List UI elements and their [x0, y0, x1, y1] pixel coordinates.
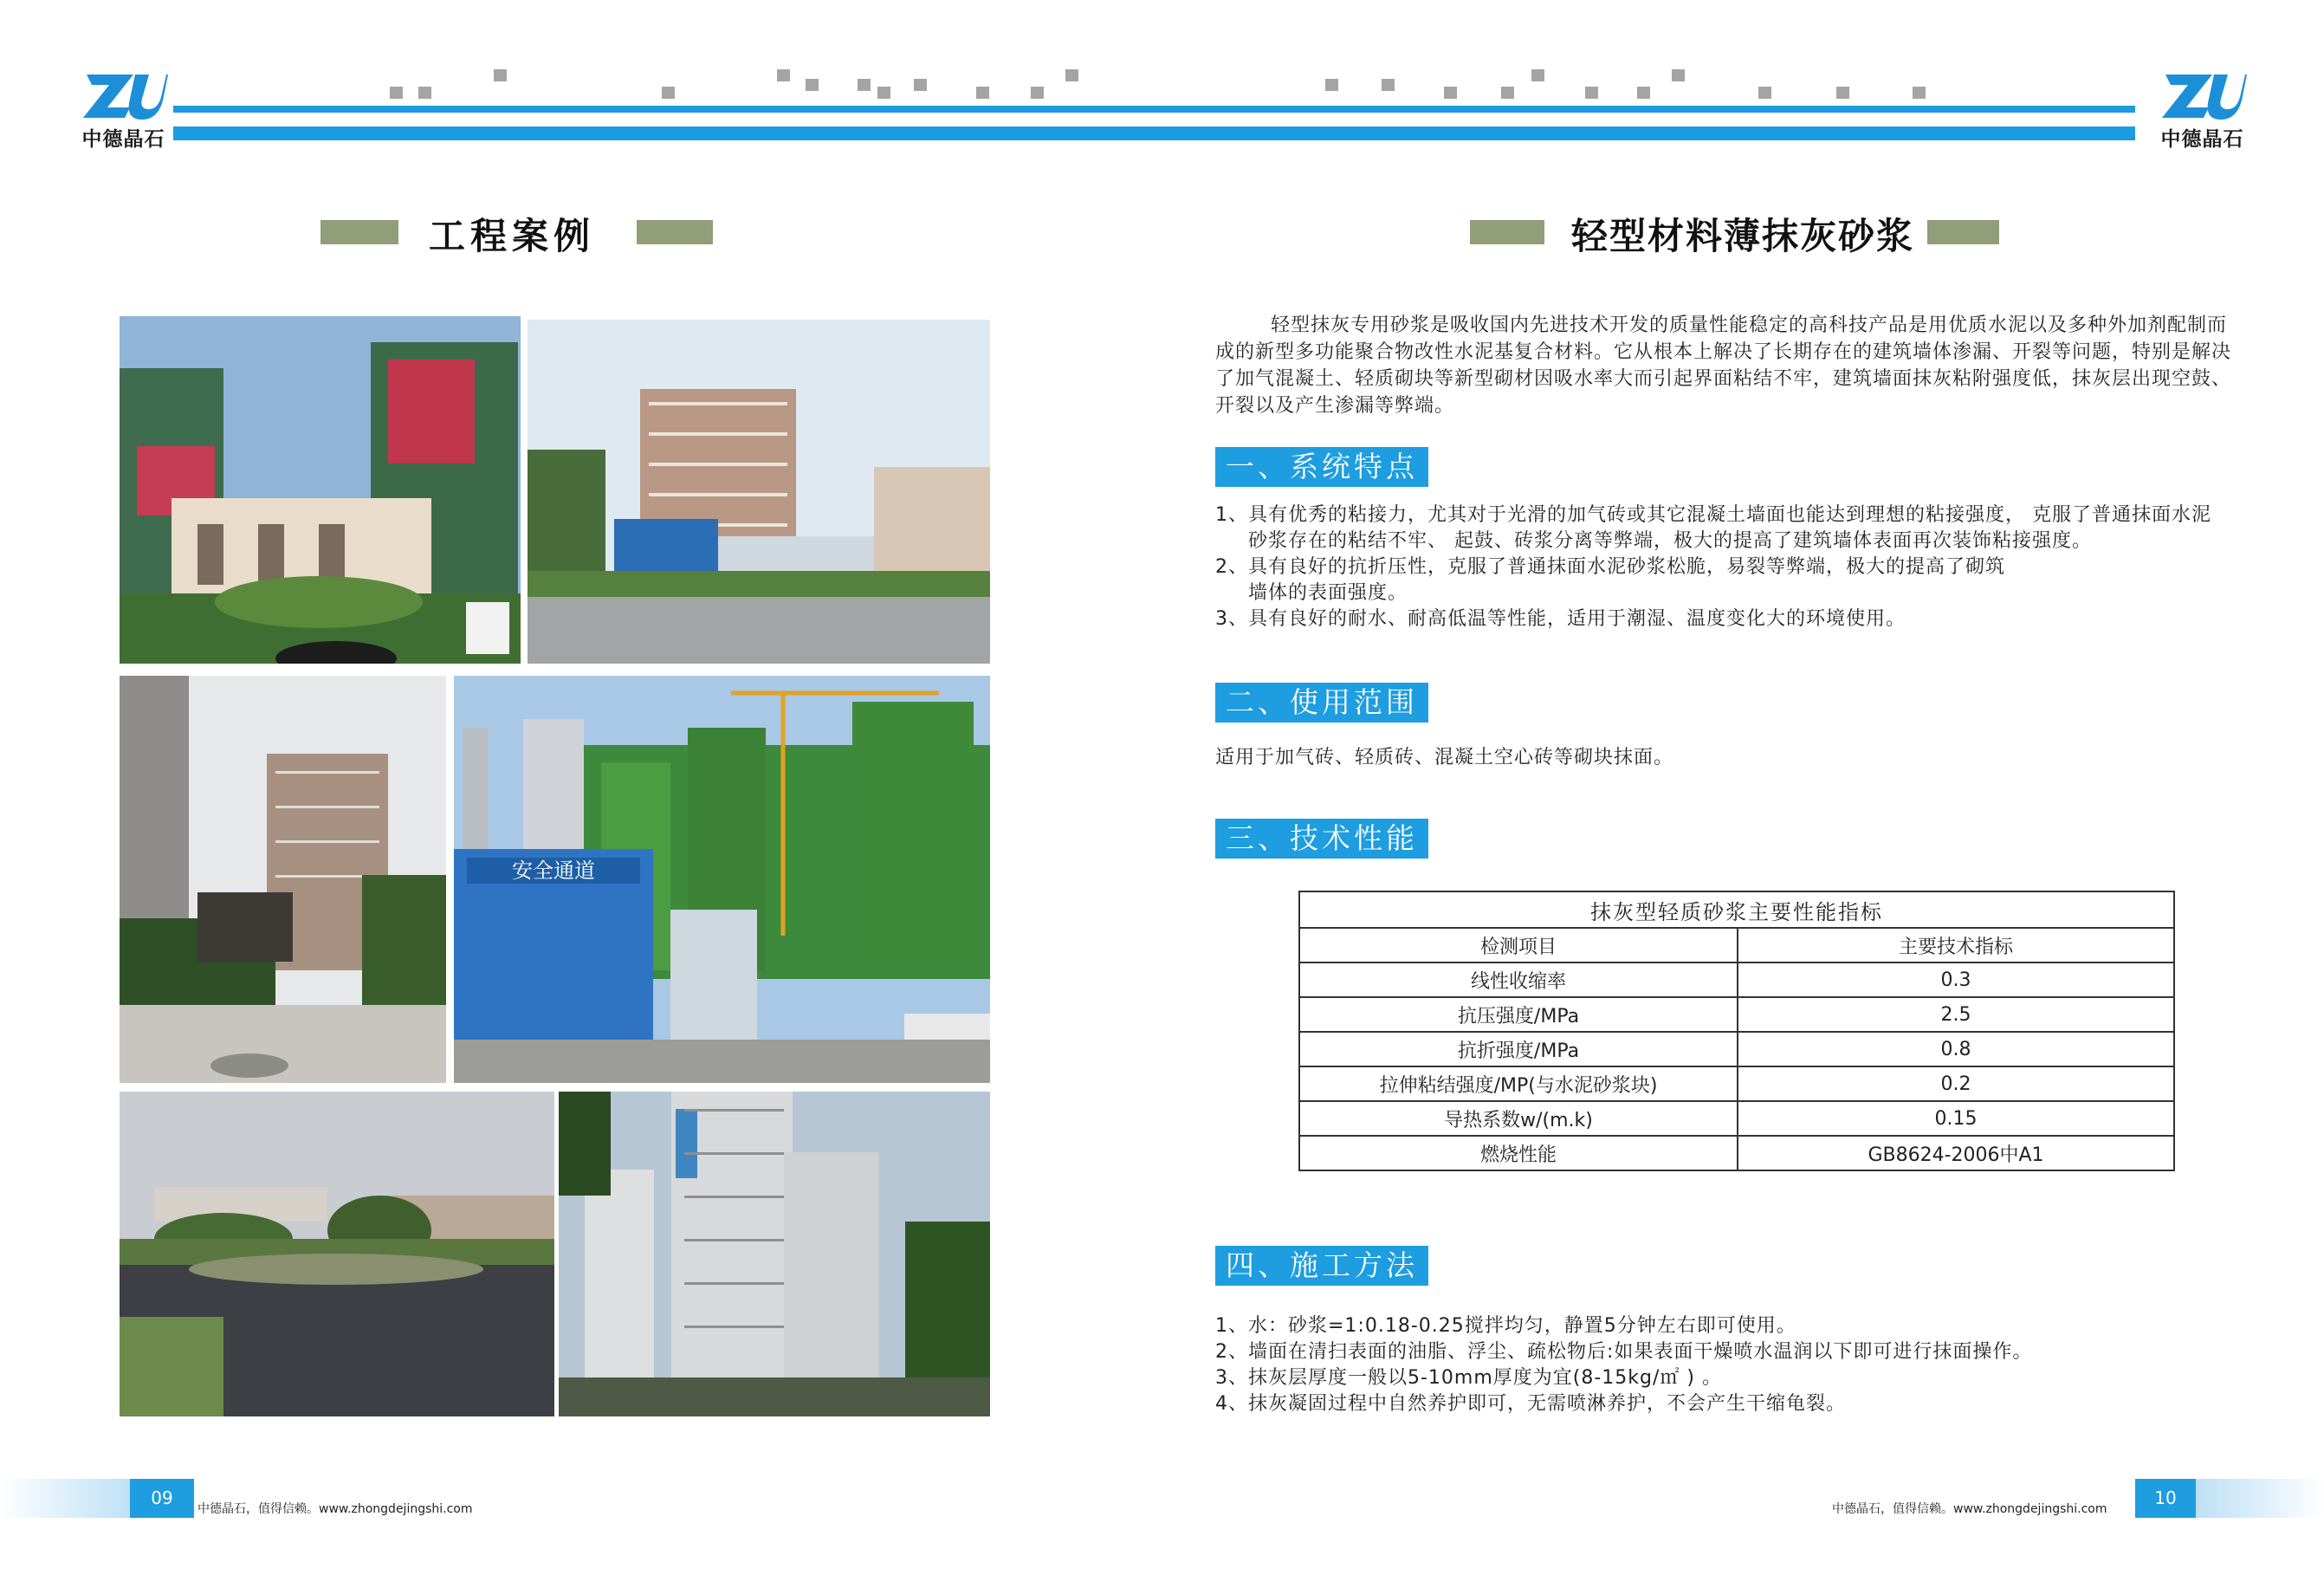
features-list	[1215, 502, 2255, 632]
footer-gradient-left	[0, 1479, 134, 1518]
table-cell: 抗压强度/MPa	[1299, 997, 1738, 1032]
scope-list	[1215, 745, 2255, 771]
intro-line: 了加气混凝土、轻质砌块等新型砌材因吸水率大而引起界面粘结不牢，建筑墙面抹灰粘附强度低，抹灰层出现空鼓、	[1215, 368, 2232, 390]
list-item: 4、抹灰凝固过程中自然养护即可，无需喷淋养护，不会产生干缩龟裂。	[1215, 1393, 1846, 1415]
brand-logo-right	[2148, 71, 2256, 149]
table-cell: 0.8	[1738, 1032, 2174, 1066]
list-item: 3、具有良好的耐水、耐高低温等性能，适用于潮湿、温度变化大的环境使用。	[1215, 608, 1906, 630]
page-number-right: 10	[2135, 1479, 2196, 1518]
list-item: 3、抹灰层厚度一般以5-10mm厚度为宜(8-15kg/㎡ ) 。	[1215, 1367, 1722, 1389]
table-cell: 拉伸粘结强度/MP(与水泥砂浆块)	[1299, 1066, 1738, 1101]
intro-line: 成的新型多功能聚合物改性水泥基复合材料。它从根本上解决了长期存在的建筑墙体渗漏、开裂等问题，特别是解决	[1215, 341, 2232, 363]
list-item: 1、水：砂浆=1:0.18-0.25搅拌均匀，静置5分钟左右即可使用。	[1215, 1315, 1796, 1337]
logo-mark-icon	[2160, 71, 2247, 123]
brand-logo-left	[69, 71, 178, 149]
intro-line: 轻型抹灰专用砂浆是吸收国内先进技术开发的质量性能稳定的高科技产品是用优质水泥以及多种外加剂配制而	[1271, 314, 2228, 336]
title-bar-right	[637, 220, 713, 244]
table-row	[1299, 1066, 2174, 1101]
sales-center-photo	[120, 316, 521, 664]
high-rise-photo	[559, 1092, 990, 1416]
table-header-row	[1299, 928, 2174, 963]
header-rule-thick	[173, 126, 2135, 140]
table-header: 主要技术指标	[1738, 928, 2174, 963]
table-cell: 燃烧性能	[1299, 1136, 1738, 1170]
logo-mark-icon	[81, 71, 168, 123]
list-item: 砂浆存在的粘结不牢、 起鼓、砖浆分离等弊端，极大的提高了建筑墙体表面再次装饰粘接强度。	[1248, 530, 2092, 552]
table-cell: GB8624-2006中A1	[1738, 1136, 2174, 1170]
table-row	[1299, 1136, 2174, 1170]
table-cell: 0.15	[1738, 1101, 2174, 1136]
table-row	[1299, 1101, 2174, 1136]
list-item: 2、墙面在清扫表面的油脂、浮尘、疏松物后:如果表面干燥喷水温润以下即可进行抹面操作。	[1215, 1341, 2033, 1363]
page-number-left: 09	[130, 1479, 194, 1518]
table-row	[1299, 997, 2174, 1032]
footer-text-right: 中德晶石，值得信赖。www.zhongdejingshi.com	[1832, 1502, 2107, 1516]
page-title-left: 工程案例	[429, 215, 596, 257]
title-bar-right-2	[1927, 220, 1999, 244]
list-item: 2、具有良好的抗折压性，克服了普通抹面水泥砂浆松脆，易裂等弊端，极大的提高了砌筑	[1215, 556, 2006, 578]
table-cell: 2.5	[1738, 997, 2174, 1032]
header-rule-thin	[173, 106, 2135, 113]
residential-tower-photo	[528, 320, 990, 664]
garden-complex-photo	[120, 676, 446, 1083]
table-caption: 抹灰型轻质砂浆主要性能指标	[1299, 891, 2174, 928]
title-bar-left	[320, 220, 398, 244]
table-header: 检测项目	[1299, 928, 1738, 963]
intro-paragraph	[1215, 312, 2255, 419]
brand-name: 中德晶石	[2160, 128, 2244, 151]
title-bar-left-2	[1470, 220, 1544, 244]
brand-name: 中德晶石	[81, 128, 165, 151]
gate-sign-text: 安全通道	[512, 859, 595, 883]
intro-line: 开裂以及产生渗漏等弊端。	[1215, 395, 1455, 417]
table-row	[1299, 963, 2174, 997]
page-title-right: 轻型材料薄抹灰砂浆	[1571, 215, 1915, 257]
table-cell: 导热系数w/(m.k)	[1299, 1101, 1738, 1136]
list-item: 适用于加气砖、轻质砖、混凝土空心砖等砌块抹面。	[1215, 747, 1674, 768]
table-row	[1299, 1032, 2174, 1066]
table-cell: 0.3	[1738, 963, 2174, 997]
table-cell: 抗折强度/MPa	[1299, 1032, 1738, 1066]
footer-text-left: 中德晶石，值得信赖。www.zhongdejingshi.com	[197, 1502, 473, 1516]
resort-roundabout-photo	[120, 1092, 554, 1416]
section-heading-performance: 三、技术性能	[1215, 819, 1428, 859]
list-item: 墙体的表面强度。	[1248, 582, 1408, 604]
table-cell: 线性收缩率	[1299, 963, 1738, 997]
section-heading-method: 四、施工方法	[1215, 1246, 1428, 1286]
footer-gradient-right	[2196, 1479, 2324, 1518]
method-list	[1215, 1313, 2255, 1417]
table-cell: 0.2	[1738, 1066, 2174, 1101]
performance-table	[1298, 891, 2175, 1171]
section-heading-scope: 二、使用范围	[1215, 683, 1428, 723]
construction-site-photo	[454, 676, 990, 1083]
section-heading-features: 一、系统特点	[1215, 447, 1428, 487]
list-item: 1、具有优秀的粘接力，尤其对于光滑的加气砖或其它混凝土墙面也能达到理想的粘接强度， 克服了普通抹面水泥	[1215, 504, 2211, 526]
